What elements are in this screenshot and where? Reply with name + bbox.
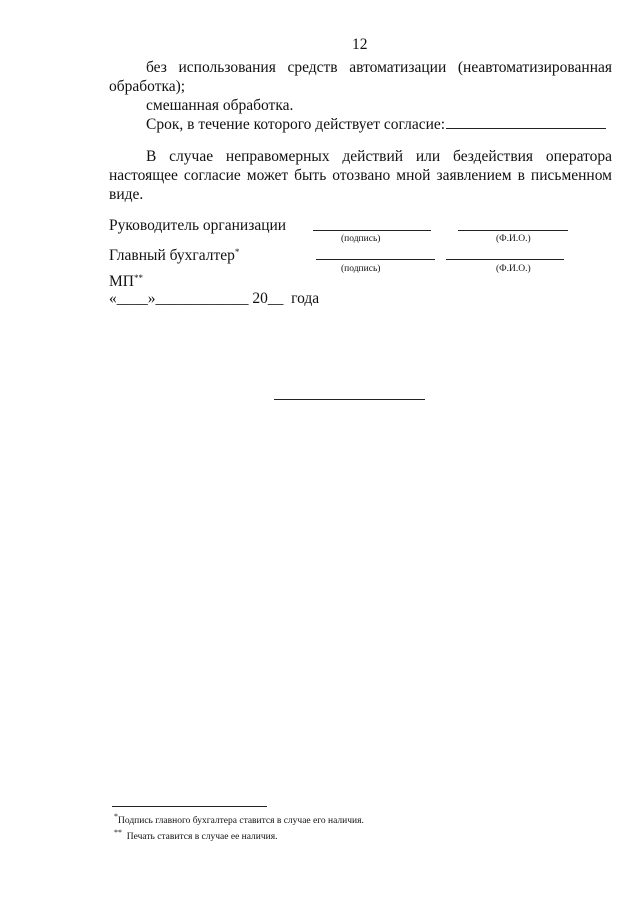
- text-line-processing-manual-end: обработка);: [109, 78, 186, 95]
- footnote-separator-line: [112, 806, 267, 807]
- text-line-withdrawal-1: В случае неправомерных действий или бездействия оператора: [146, 148, 612, 165]
- text-line-processing-mixed: смешанная обработка.: [146, 97, 294, 114]
- footnote-1-mark: *: [114, 812, 118, 821]
- page-number: 12: [352, 36, 368, 53]
- date-month: ____________: [155, 290, 249, 307]
- stamp-footnote-marker: **: [133, 273, 143, 283]
- head-fio-caption: (Ф.И.О.): [496, 234, 531, 244]
- footnote-2: [114, 828, 278, 843]
- accountant-fio-caption: (Ф.И.О.): [496, 264, 531, 274]
- chief-accountant-label: Главный бухгалтер*: [109, 247, 240, 264]
- text-line-processing-manual: без использования средств автоматизации (неавтоматизированная: [146, 59, 612, 76]
- head-of-organization-label: Руководитель организации: [109, 217, 287, 234]
- stamp-place-label: МП**: [109, 273, 143, 290]
- head-signature-line: [313, 230, 431, 231]
- footnote-2-mark: **: [114, 828, 122, 837]
- footnote-2-text: Печать ставится в случае ее наличия.: [126, 832, 278, 842]
- section-separator-line: [274, 399, 425, 400]
- accountant-footnote-marker: *: [234, 247, 240, 257]
- text-line-withdrawal-2: настоящее согласие может быть отозвано мной заявлением в письменном: [109, 167, 612, 184]
- accountant-signature-caption: (подпись): [341, 264, 381, 274]
- head-signature-caption: (подпись): [341, 234, 381, 244]
- head-fio-line: [458, 230, 568, 231]
- consent-term-blank-line: [446, 128, 606, 129]
- date-suffix: года: [291, 290, 320, 307]
- date-day: «____»: [109, 290, 156, 307]
- text-line-withdrawal-3: виде.: [109, 186, 144, 203]
- footnote-1: [114, 812, 364, 827]
- date-year: 20__: [252, 290, 284, 307]
- accountant-signature-line: [316, 259, 435, 260]
- date-line: [109, 289, 319, 308]
- text-line-consent-term: Срок, в течение которого действует согласие:: [146, 116, 446, 133]
- accountant-fio-line: [446, 259, 564, 260]
- footnote-1-text: Подпись главного бухгалтера ставится в случае его наличия.: [118, 816, 364, 826]
